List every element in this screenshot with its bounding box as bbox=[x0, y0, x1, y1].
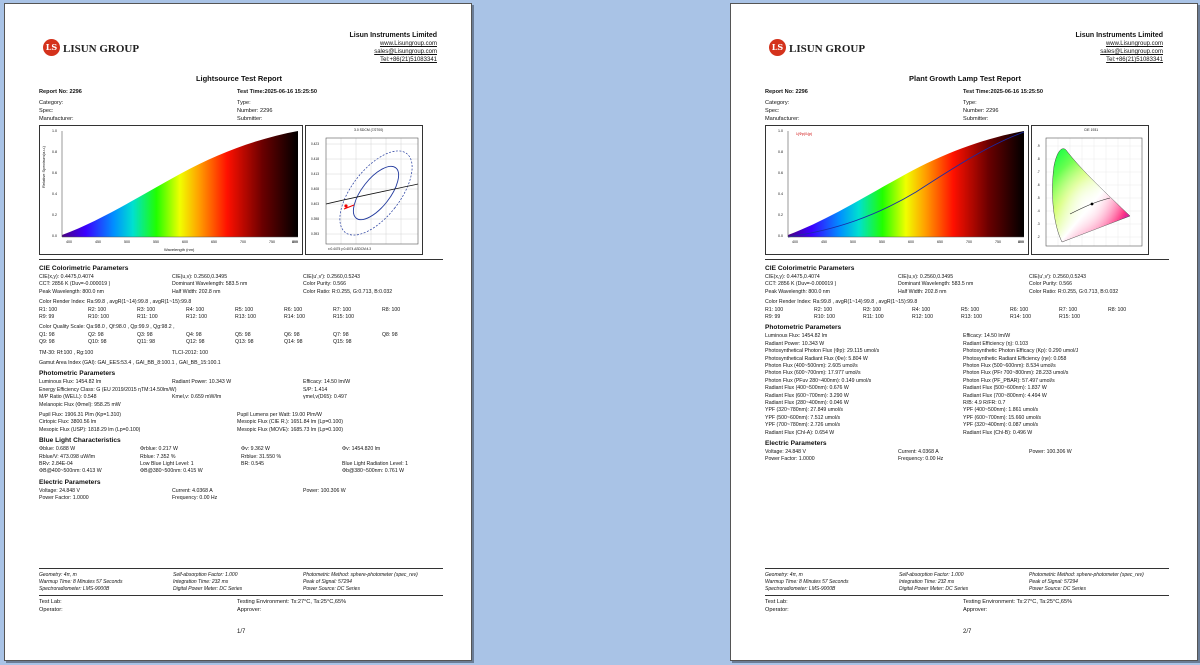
parameter-value: S/P: 1.414 bbox=[303, 386, 328, 393]
spectrum-xtick: 500 bbox=[850, 240, 856, 244]
spectrum-xtick: 750 bbox=[269, 240, 275, 244]
parameter-value: Frequency: 0.00 Hz bbox=[898, 456, 944, 463]
cie-ytick: .8 bbox=[1037, 157, 1040, 161]
parameter-value: R15: 100 bbox=[1059, 314, 1081, 320]
spectrum-ytick: 0.2 bbox=[52, 213, 57, 217]
number-field: Number: 2296 bbox=[237, 108, 273, 114]
spectrum-xtick: 600 bbox=[182, 240, 188, 244]
parameter-value: R6: 100 bbox=[284, 306, 303, 313]
parameter-value: R1: 100 bbox=[39, 306, 58, 313]
parameter-value: Φrblue: 0.217 W bbox=[140, 446, 178, 453]
parameter-value: YPF (700~780nm): 2.726 umol/s bbox=[765, 422, 841, 429]
parameter-value: Efficacy: 14.50 lm/W bbox=[303, 379, 351, 386]
test-time: Test Time:2025-06-16 15:25:50 bbox=[237, 89, 318, 95]
parameter-value: Mesopic Flux (USP): 1818.29 lm (Lp=0.100) bbox=[39, 426, 141, 433]
sdcm-ytick: 0.403 bbox=[311, 202, 319, 206]
parameter-value: Radiant Flux (600~700nm): 3.290 W bbox=[765, 392, 849, 399]
parameter-value: TLCI-2012: 100 bbox=[172, 349, 209, 356]
company-web: www.Lisungroup.com bbox=[379, 41, 437, 47]
parameter-value: R8: 100 bbox=[1108, 306, 1127, 313]
cie-ytick: .9 bbox=[1037, 144, 1040, 148]
footer-power-source: Power Source: DC Series bbox=[303, 586, 360, 592]
parameter-value: Q3: 98 bbox=[137, 331, 153, 338]
footer-power-meter: Digital Power Meter: DC Series bbox=[173, 586, 243, 592]
parameter-value: γmel,v(D65): 0.497 bbox=[303, 394, 347, 401]
parameter-value: R1: 100 bbox=[765, 306, 784, 313]
company-email: sales@Lisungroup.com bbox=[1100, 49, 1163, 55]
parameter-value: CIE(u',v'): 0.2560,0.5243 bbox=[1029, 274, 1087, 280]
spectrum-xtick: 450 bbox=[95, 240, 101, 244]
parameter-value: Photon Flux (PFuv 280~400nm): 0.149 umol/s bbox=[765, 377, 872, 384]
parameter-value: Photon Flux (400~500nm): 2.605 umol/s bbox=[765, 363, 858, 369]
parameter-value: Peak Wavelength: 800.0 nm bbox=[39, 288, 104, 295]
section-heading: Electric Parameters bbox=[765, 440, 827, 447]
parameter-value: R7: 100 bbox=[1059, 306, 1078, 313]
parameter-value: R3: 100 bbox=[863, 306, 882, 313]
parameter-value: Peak Wavelength: 800.0 nm bbox=[765, 288, 830, 295]
parameter-value: Cirtopic Flux: 3800.56 lm bbox=[39, 419, 97, 426]
parameter-value: Voltage: 24.848 V bbox=[765, 449, 806, 455]
parameter-value: Color Ratio: R:0.255, G:0.713, B:0.032 bbox=[303, 288, 393, 295]
parameter-value: Radiant Flux (700~800nm): 4.494 W bbox=[963, 392, 1047, 399]
footer-geometry: Geometry: 4π, m bbox=[39, 572, 77, 578]
parameter-value: Q10: 98 bbox=[88, 339, 107, 346]
parameter-value: Color Render Index: Ra:99.8 , avgR(1~14):99.8 , avgR(1~15):99.8 bbox=[39, 299, 192, 306]
parameter-value: R13: 100 bbox=[235, 314, 257, 320]
parameter-value: R9: 99 bbox=[39, 314, 55, 320]
parameter-value: Mesopic Flux (MOVE): 1685.73 lm (Lp=0.100) bbox=[237, 426, 343, 433]
spectrum-ytick: 0.6 bbox=[52, 171, 57, 175]
parameter-value: Power Factor: 1.0000 bbox=[765, 456, 815, 463]
parameter-value: Power Factor: 1.0000 bbox=[39, 495, 89, 502]
spectrum-xtick: 400 bbox=[66, 240, 72, 244]
report-page-2 bbox=[730, 3, 1198, 661]
type-field: Type: bbox=[963, 100, 977, 106]
parameter-value: Current: 4.0368 A bbox=[898, 449, 939, 455]
spectrum-xtick: 650 bbox=[211, 240, 217, 244]
parameter-value: Photon Flux (PFr 700~800nm): 28.233 umol/s bbox=[963, 370, 1069, 377]
spectrum-xtick: 750 bbox=[995, 240, 1001, 244]
parameter-value: Rrblue: 31.550 % bbox=[241, 453, 282, 460]
parameter-value: Pupil Lumens per Watt: 19.00 Plm/W bbox=[237, 412, 322, 418]
parameter-value: Blue Light Radiation Level: 1 bbox=[342, 461, 409, 467]
footer-self-absorption: Self-absorption Factor: 1.000 bbox=[173, 572, 238, 578]
footer-divider bbox=[39, 595, 443, 596]
spectrum-ylabel: Relative Spectrum(a.u.) bbox=[41, 145, 46, 188]
parameter-value: BR: 0.545 bbox=[241, 461, 265, 467]
section-heading: Blue Light Characteristics bbox=[39, 437, 121, 445]
parameter-value: Luminous Flux: 1454.82 lm bbox=[39, 379, 102, 386]
parameter-value: Q15: 98 bbox=[333, 339, 352, 346]
parameter-value: Φb@380~500nm: 0.761 W bbox=[342, 468, 405, 475]
section-heading: CIE Colorimetric Parameters bbox=[765, 265, 855, 272]
logo-text: LISUN GROUP bbox=[789, 43, 866, 55]
parameter-value: R9: 99 bbox=[765, 314, 781, 320]
parameter-value: Color Quality Scale: Qa:98.0 , Qf:98.0 , Qp:99.9 , Qg:98.2 , bbox=[39, 324, 175, 331]
spectrum-xtick: 650 bbox=[937, 240, 943, 244]
parameter-value: Kmel,v: 0.659 mW/lm bbox=[172, 394, 222, 401]
spectrum-xtick: 700 bbox=[240, 240, 246, 244]
section-heading: CIE Colorimetric Parameters bbox=[39, 265, 129, 272]
sdcm-ytick: 0.418 bbox=[311, 157, 319, 161]
spectrum-xtick: 800 bbox=[292, 240, 298, 244]
cie-title: CIE 1931 bbox=[1084, 128, 1099, 132]
parameter-value: Q2: 98 bbox=[88, 331, 104, 338]
parameter-value: R14: 100 bbox=[284, 314, 306, 320]
parameter-value: Radiant Power: 10.343 W bbox=[765, 340, 825, 347]
footer-peak-signal: Peak of Signal: 57294 bbox=[1029, 579, 1078, 585]
parameter-value: Mesopic Flux (CIE R.): 1651.84 lm (Lp=0.100) bbox=[237, 419, 343, 426]
spectrum-ytick: 0.6 bbox=[778, 171, 783, 175]
parameter-value: Radiant Flux (500~600nm): 1.837 W bbox=[963, 385, 1047, 392]
parameter-value: Current: 4.0368 A bbox=[172, 487, 213, 494]
spectrum-xtick: 550 bbox=[153, 240, 159, 244]
footer-divider bbox=[39, 568, 443, 569]
submitter-field: Submitter: bbox=[237, 116, 263, 122]
parameter-value: CIE(x,y): 0.4475,0.4074 bbox=[39, 274, 94, 280]
footer-warmup: Warmup Time: 8 Minutes 57 Seconds bbox=[765, 579, 849, 585]
parameter-value: Photon Flux (500~600nm): 8.534 umol/s bbox=[963, 363, 1056, 369]
parameter-value: R13: 100 bbox=[961, 314, 983, 320]
parameter-value: ΦB@400~500nm: 0.413 W bbox=[39, 468, 102, 475]
parameter-value: Photon Flux (PF_PBAR): 57.497 umol/s bbox=[963, 377, 1055, 384]
parameter-value: R10: 100 bbox=[814, 314, 836, 320]
spectrum-xtick: 550 bbox=[879, 240, 885, 244]
operator: Operator: bbox=[765, 607, 789, 613]
parameter-value: YPF (320~780nm): 27.849 umol/s bbox=[765, 407, 843, 414]
spectrum-ytick: 1.0 bbox=[52, 129, 57, 133]
spectrum-chart bbox=[39, 125, 303, 255]
parameter-value: Φv: 1454.820 lm bbox=[342, 446, 381, 453]
manufacturer-field: Manufacturer: bbox=[39, 116, 74, 122]
parameter-value: Photosynthetical Radiant Flux (Φe): 5.804 W bbox=[765, 355, 868, 362]
operator: Operator: bbox=[39, 607, 63, 613]
parameter-value: Low Blue Light Level: 1 bbox=[140, 461, 194, 467]
parameter-value: Power: 100.306 W bbox=[1029, 449, 1072, 455]
parameter-value: Radiant Flux (Chl-A): 0.654 W bbox=[765, 429, 835, 436]
parameter-value: Photosynthetical Photon Flux (Φp): 29.115 umol/s bbox=[765, 348, 880, 355]
parameter-value: R12: 100 bbox=[912, 314, 934, 320]
parameter-value: CIE(u',v'): 0.2560,0.5243 bbox=[303, 274, 361, 280]
parameter-value: Q13: 98 bbox=[235, 339, 254, 346]
parameter-value: Color Purity: 0.566 bbox=[303, 281, 346, 288]
parameter-value: R15: 100 bbox=[333, 314, 355, 320]
parameter-value: YPF (500~600nm): 7.512 umol/s bbox=[765, 414, 841, 421]
sdcm-title: 3.0 SDCM (7/2700) bbox=[354, 128, 384, 132]
sdcm-ytick: 0.393 bbox=[311, 232, 319, 236]
company-tel: Tel:+86(21)51083341 bbox=[1106, 57, 1163, 63]
footer-divider bbox=[765, 595, 1169, 596]
parameter-value: Color Render Index: Ra:99.8 , avgR(1~14):99.8 , avgR(1~15):99.8 bbox=[765, 299, 918, 306]
spectrum-legend: λ(Φp)/λ(p) bbox=[796, 132, 813, 136]
company-tel: Tel:+86(21)51083341 bbox=[380, 57, 437, 63]
parameter-value: Photosynthetic Photon Efficacy (Kp): 0.290 umol/J bbox=[963, 348, 1079, 355]
section-heading: Photometric Parameters bbox=[765, 324, 842, 332]
footer-integration-time: Integration Time: 232 ms bbox=[899, 579, 955, 585]
test-lab: Test Lab: bbox=[765, 599, 788, 605]
cie-ytick: .5 bbox=[1037, 196, 1040, 200]
sdcm-chart bbox=[305, 125, 423, 255]
spectrum-xtick: 800 bbox=[1018, 240, 1024, 244]
report-title: Lightsource Test Report bbox=[195, 74, 283, 83]
parameter-value: R10: 100 bbox=[88, 314, 110, 320]
parameter-value: Φv: 9.362 W bbox=[241, 446, 270, 453]
spectrum-xtick: 600 bbox=[908, 240, 914, 244]
parameter-value: CCT: 2856 K (Duv=-0.000019 ) bbox=[765, 281, 837, 288]
parameter-value: Luminous Flux: 1454.82 lm bbox=[765, 333, 828, 340]
parameter-value: ΦB@380~500nm: 0.415 W bbox=[140, 468, 203, 475]
parameter-value: Frequency: 0.00 Hz bbox=[172, 495, 218, 502]
approver: Approver: bbox=[237, 607, 262, 613]
category-field: Category: bbox=[39, 100, 64, 106]
parameter-value: R8: 100 bbox=[382, 306, 401, 313]
parameter-value: Q12: 98 bbox=[186, 339, 205, 346]
footer-photometric-method: Photometric Method: sphere-photometer (spec_rev) bbox=[1029, 572, 1144, 578]
parameter-value: YPF (600~700nm): 15.660 umol/s bbox=[963, 414, 1041, 421]
parameter-value: Voltage: 24.848 V bbox=[39, 487, 80, 494]
parameter-value: R7: 100 bbox=[333, 306, 352, 313]
parameter-value: Q4: 98 bbox=[186, 331, 202, 338]
parameter-value: Q7: 98 bbox=[333, 331, 349, 338]
parameter-value: R11: 100 bbox=[137, 314, 158, 320]
parameter-value: Photosynthetic Radiant Efficiency (ηe): 0.058 bbox=[963, 355, 1067, 362]
page-number: 2/7 bbox=[963, 629, 972, 635]
parameter-value: Q14: 98 bbox=[284, 339, 303, 346]
spec-field: Spec: bbox=[765, 108, 780, 114]
parameter-value: R2: 100 bbox=[814, 306, 833, 313]
parameter-value: R12: 100 bbox=[186, 314, 208, 320]
spectrum-ytick: 0.4 bbox=[52, 192, 57, 196]
category-field: Category: bbox=[765, 100, 790, 106]
footer-geometry: Geometry: 4π, m bbox=[765, 572, 803, 578]
type-field: Type: bbox=[237, 100, 251, 106]
parameter-value: Q1: 98 bbox=[39, 331, 55, 338]
parameter-value: CIE(u,v): 0.2560,0.3495 bbox=[898, 274, 954, 280]
report-page-1 bbox=[4, 3, 472, 661]
parameter-value: Radiant Flux (280~400nm): 0.046 W bbox=[765, 400, 849, 406]
parameter-value: Color Purity: 0.566 bbox=[1029, 281, 1072, 288]
parameter-value: Q11: 98 bbox=[137, 339, 156, 346]
parameter-value: Q8: 98 bbox=[382, 331, 398, 338]
footer-power-meter: Digital Power Meter: DC Series bbox=[899, 586, 969, 592]
parameter-value: CCT: 2856 K (Duv=-0.000019 ) bbox=[39, 281, 111, 288]
parameter-value: Rblue/V: 473.098 uW/lm bbox=[39, 453, 96, 460]
parameter-value: Radiant Flux (Chl-B): 0.496 W bbox=[963, 429, 1033, 436]
spectrum-xtick: 500 bbox=[124, 240, 130, 244]
parameter-value: YPF (400~500nm): 1.861 umol/s bbox=[963, 407, 1039, 414]
spectrum-ytick: 0.8 bbox=[778, 150, 783, 154]
parameter-value: Q5: 98 bbox=[235, 331, 251, 338]
section-heading: Photometric Parameters bbox=[39, 370, 116, 378]
sdcm-ytick: 0.423 bbox=[311, 142, 319, 146]
company-email: sales@Lisungroup.com bbox=[374, 49, 437, 55]
parameter-value: Q9: 98 bbox=[39, 339, 55, 346]
spectrum-chart bbox=[765, 125, 1029, 255]
testing-environment: Testing Environment: Ts:27°C, Ta:25°C,65% bbox=[237, 599, 347, 605]
parameter-value: Radiant Efficiency (η): 0.103 bbox=[963, 340, 1029, 347]
cie-ytick: .2 bbox=[1037, 235, 1040, 239]
parameter-value: M/P Ratio (WELL): 0.548 bbox=[39, 394, 97, 401]
submitter-field: Submitter: bbox=[963, 116, 989, 122]
spectrum-ytick: 0.8 bbox=[52, 150, 57, 154]
lisun-logo-icon: LS bbox=[43, 39, 60, 56]
lisun-logo-icon: LS bbox=[769, 39, 786, 56]
footer-spectroradiometer: Spectroradiometer: LMS-9000B bbox=[765, 586, 836, 592]
parameter-value: CIE(u,v): 0.2560,0.3495 bbox=[172, 274, 228, 280]
footer-warmup: Warmup Time: 8 Minutes 57 Seconds bbox=[39, 579, 123, 585]
approver: Approver: bbox=[963, 607, 988, 613]
footer-photometric-method: Photometric Method: sphere-photometer (spec_rev) bbox=[303, 572, 418, 578]
spectrum-xlabel: Wavelength (nm) bbox=[164, 247, 195, 252]
parameter-value: BRv: 2.84E-04 bbox=[39, 461, 73, 467]
parameter-value: TM-30: Rf:100 , Rg:100 bbox=[39, 349, 94, 356]
company-name: Lisun Instruments Limited bbox=[349, 32, 437, 39]
cie-ytick: .7 bbox=[1037, 170, 1040, 174]
parameter-value: CIE(x,y): 0.4475,0.4074 bbox=[765, 274, 820, 280]
page-number: 1/7 bbox=[237, 629, 246, 635]
parameter-value: Rblue: 7.352 % bbox=[140, 453, 176, 460]
parameter-value: R11: 100 bbox=[863, 314, 884, 320]
manufacturer-field: Manufacturer: bbox=[765, 116, 800, 122]
logo-text: LISUN GROUP bbox=[63, 43, 140, 55]
section-divider bbox=[765, 259, 1169, 260]
parameter-value: Efficacy: 14.50 lm/W bbox=[963, 333, 1011, 340]
company-name: Lisun Instruments Limited bbox=[1075, 32, 1163, 39]
parameter-value: R6: 100 bbox=[1010, 306, 1029, 313]
sdcm-ytick: 0.398 bbox=[311, 217, 319, 221]
section-heading: Electric Parameters bbox=[39, 478, 101, 486]
parameter-value: Color Ratio: R:0.255, G:0.713, B:0.032 bbox=[1029, 288, 1119, 295]
section-divider bbox=[39, 259, 443, 260]
report-no: Report No: 2296 bbox=[765, 89, 808, 95]
sdcm-footer: x:0.4475 y:0.4074 ΔSDCM:4.3 bbox=[328, 247, 372, 251]
cie-chromaticity-chart bbox=[1031, 125, 1149, 255]
report-no: Report No: 2296 bbox=[39, 89, 82, 95]
number-field: Number: 2296 bbox=[963, 108, 999, 114]
parameter-value: Φblue: 0.688 W bbox=[39, 446, 76, 453]
parameter-value: R4: 100 bbox=[186, 306, 205, 313]
footer-integration-time: Integration Time: 232 ms bbox=[173, 579, 229, 585]
spectrum-xtick: 400 bbox=[792, 240, 798, 244]
parameter-value: YPF (320~400nm): 0.087 umol/s bbox=[963, 422, 1039, 429]
spectrum-ytick: 0.4 bbox=[778, 192, 783, 196]
parameter-value: R2: 100 bbox=[88, 306, 107, 313]
spectrum-xtick: 700 bbox=[966, 240, 972, 244]
spectrum-ytick: 0.2 bbox=[778, 213, 783, 217]
footer-spectroradiometer: Spectroradiometer: LMS-9000B bbox=[39, 586, 110, 592]
parameter-value: R4: 100 bbox=[912, 306, 931, 313]
parameter-value: R3: 100 bbox=[137, 306, 156, 313]
footer-power-source: Power Source: DC Series bbox=[1029, 586, 1086, 592]
parameter-value: R5: 100 bbox=[961, 306, 980, 313]
parameter-value: Pupil Flux: 1906.31 Plm (Kp=1.310) bbox=[39, 412, 122, 418]
test-time: Test Time:2025-06-16 15:25:50 bbox=[963, 89, 1044, 95]
spectrum-ytick: 0.0 bbox=[778, 234, 783, 238]
parameter-value: R14: 100 bbox=[1010, 314, 1032, 320]
sdcm-ytick: 0.408 bbox=[311, 187, 319, 191]
report-title: Plant Growth Lamp Test Report bbox=[909, 74, 1021, 83]
cie-ytick: .6 bbox=[1037, 183, 1040, 187]
footer-self-absorption: Self-absorption Factor: 1.000 bbox=[899, 572, 964, 578]
parameter-value: Half Width: 202.8 nm bbox=[898, 288, 947, 295]
parameter-value: Q6: 98 bbox=[284, 331, 300, 338]
parameter-value: R/B: 4.9 R/FR: 0.7 bbox=[963, 400, 1006, 406]
parameter-value: Dominant Wavelength: 583.5 nm bbox=[172, 281, 248, 288]
parameter-value: Energy Efficiency Class: G (EU 2019/2015 ηTM:14.50lm/W) bbox=[39, 386, 177, 393]
cie-ytick: .4 bbox=[1037, 209, 1040, 213]
footer-peak-signal: Peak of Signal: 57294 bbox=[303, 579, 352, 585]
testing-environment: Testing Environment: Ts:27°C, Ta:25°C,65% bbox=[963, 599, 1073, 605]
parameter-value: Power: 100.306 W bbox=[303, 487, 346, 494]
parameter-value: Radiant Flux (400~500nm): 0.676 W bbox=[765, 385, 849, 392]
sdcm-ytick: 0.413 bbox=[311, 172, 319, 176]
spectrum-xtick: 450 bbox=[821, 240, 827, 244]
spectrum-ytick: 0.0 bbox=[52, 234, 57, 238]
parameter-value: Radiant Power: 10.343 W bbox=[172, 379, 232, 386]
parameter-value: Photon Flux (600~700nm): 17.977 umol/s bbox=[765, 370, 861, 377]
spectrum-ytick: 1.0 bbox=[778, 129, 783, 133]
parameter-value: Dominant Wavelength: 583.5 nm bbox=[898, 281, 974, 288]
company-web: www.Lisungroup.com bbox=[1105, 41, 1163, 47]
cie-ytick: .3 bbox=[1037, 222, 1040, 226]
spec-field: Spec: bbox=[39, 108, 54, 114]
parameter-value: Melanopic Flux (Φmel): 958.25 mW bbox=[39, 401, 121, 408]
parameter-value: Half Width: 202.8 nm bbox=[172, 288, 221, 295]
parameter-value: R5: 100 bbox=[235, 306, 254, 313]
parameter-value: Gamut Area Index (GAI): GAI_EES:53.4 , GAI_BB_8:100.1 , GAI_BB_15:100.1 bbox=[39, 360, 221, 366]
test-lab: Test Lab: bbox=[39, 599, 62, 605]
footer-divider bbox=[765, 568, 1169, 569]
